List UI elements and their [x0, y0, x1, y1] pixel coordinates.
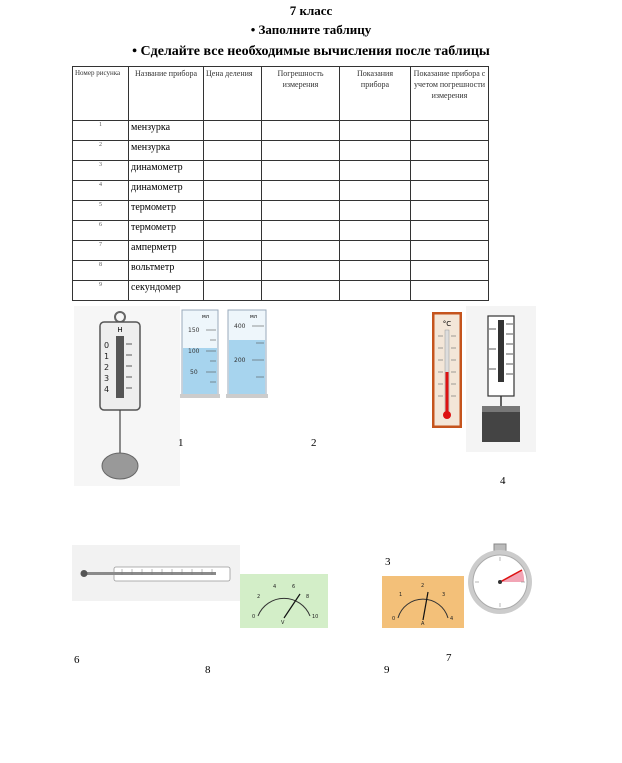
row-number: 8: [73, 261, 129, 281]
empty-cell[interactable]: [411, 221, 489, 241]
table-header-row: [73, 67, 489, 121]
figure-label: 1: [178, 437, 184, 449]
thermometer-vertical-illustration: [432, 312, 462, 428]
table-row: [73, 181, 489, 201]
instrument-name: динамометр: [129, 181, 204, 201]
dynamometer-unit-label: H: [117, 326, 123, 334]
voltmeter-tick-label: 6: [292, 584, 296, 590]
voltmeter-tick-label: 4: [273, 584, 277, 590]
table-row: [73, 121, 489, 141]
table-row: [73, 261, 489, 281]
table-row: [73, 141, 489, 161]
dynamometer-left-illustration: [74, 306, 180, 486]
ammeter-unit-label: A: [421, 621, 425, 627]
empty-cell[interactable]: [340, 221, 411, 241]
empty-cell[interactable]: [262, 121, 340, 141]
graduated-cylinders-illustration: [180, 306, 270, 406]
column-header: Цена деления: [204, 67, 262, 121]
row-number: 2: [73, 141, 129, 161]
instrument-name: вольтметр: [129, 261, 204, 281]
empty-cell[interactable]: [262, 241, 340, 261]
instrument-name: термометр: [129, 221, 204, 241]
table-row: [73, 161, 489, 181]
voltmeter-tick-label: 8: [306, 594, 310, 600]
table-row: [73, 241, 489, 261]
empty-cell[interactable]: [411, 201, 489, 221]
figure-label: 8: [205, 664, 211, 676]
empty-cell[interactable]: [411, 281, 489, 301]
empty-cell[interactable]: [411, 161, 489, 181]
ammeter-tick-label: 4: [450, 616, 454, 622]
empty-cell[interactable]: [411, 121, 489, 141]
dynamometer-tick-label: 1: [104, 352, 110, 361]
table-row: [73, 201, 489, 221]
dynamometer-tick-label: 0: [104, 341, 110, 350]
dynamometer-tick-label: 4: [104, 385, 110, 394]
cylinder-tick-label: 400: [234, 323, 246, 330]
empty-cell[interactable]: [204, 281, 262, 301]
dynamometer-right-illustration: [466, 306, 536, 452]
empty-cell[interactable]: [204, 141, 262, 161]
row-number: 4: [73, 181, 129, 201]
empty-cell[interactable]: [340, 161, 411, 181]
empty-cell[interactable]: [262, 201, 340, 221]
row-number: 1: [73, 121, 129, 141]
ammeter-illustration: [382, 576, 464, 628]
column-header: Название прибора: [129, 67, 204, 121]
empty-cell[interactable]: [340, 201, 411, 221]
task-fill-table: • Заполните таблицу: [250, 22, 372, 37]
empty-cell[interactable]: [262, 141, 340, 161]
empty-cell[interactable]: [204, 181, 262, 201]
empty-cell[interactable]: [204, 161, 262, 181]
table-row: [73, 221, 489, 241]
dynamometer-tick-label: 2: [104, 363, 110, 372]
voltmeter-tick-label: 10: [312, 614, 319, 620]
voltmeter-illustration: [240, 574, 328, 628]
column-header: Номер рисунка: [73, 67, 129, 121]
instrument-name: амперметр: [129, 241, 204, 261]
cylinder-unit-label: мл: [250, 314, 257, 320]
cylinder-unit-label: мл: [202, 314, 209, 320]
instrument-name: мензурка: [129, 141, 204, 161]
empty-cell[interactable]: [262, 261, 340, 281]
empty-cell[interactable]: [262, 221, 340, 241]
empty-cell[interactable]: [204, 221, 262, 241]
grade-title: 7 класс: [289, 3, 333, 18]
cylinder-tick-label: 200: [234, 357, 246, 364]
instrument-name: динамометр: [129, 161, 204, 181]
ammeter-tick-label: 2: [421, 583, 425, 589]
empty-cell[interactable]: [340, 141, 411, 161]
row-number: 6: [73, 221, 129, 241]
figure-label: 2: [311, 437, 317, 449]
empty-cell[interactable]: [411, 261, 489, 281]
row-number: 9: [73, 281, 129, 301]
voltmeter-tick-label: 0: [252, 614, 256, 620]
figure-label: 4: [500, 475, 506, 487]
empty-cell[interactable]: [262, 281, 340, 301]
empty-cell[interactable]: [340, 181, 411, 201]
figure-label: 3: [385, 556, 391, 568]
cylinder-tick-label: 100: [188, 348, 200, 355]
empty-cell[interactable]: [340, 241, 411, 261]
ammeter-tick-label: 0: [392, 616, 396, 622]
thermometer-unit-label: °C: [442, 320, 452, 328]
ammeter-tick-label: 3: [442, 592, 446, 598]
table-row: [73, 281, 489, 301]
empty-cell[interactable]: [262, 181, 340, 201]
empty-cell[interactable]: [340, 281, 411, 301]
column-header: Погрешность измерения: [262, 67, 340, 121]
instrument-name: секундомер: [129, 281, 204, 301]
empty-cell[interactable]: [204, 201, 262, 221]
figure-label: 6: [74, 654, 80, 666]
instrument-name: мензурка: [129, 121, 204, 141]
voltmeter-tick-label: 2: [257, 594, 261, 600]
cylinder-tick-label: 150: [188, 327, 200, 334]
empty-cell[interactable]: [204, 261, 262, 281]
empty-cell[interactable]: [340, 121, 411, 141]
dynamometer-tick-label: 3: [104, 374, 110, 383]
figure-label: 7: [446, 652, 452, 664]
ammeter-tick-label: 1: [399, 592, 403, 598]
empty-cell[interactable]: [204, 121, 262, 141]
instrument-name: термометр: [129, 201, 204, 221]
voltmeter-unit-label: V: [281, 620, 285, 626]
column-header: Показания прибора: [340, 67, 411, 121]
figure-label: 9: [384, 664, 390, 676]
column-header: Показание прибора с учетом погрешности измерения: [411, 67, 489, 121]
cylinder-tick-label: 50: [190, 369, 198, 376]
empty-cell[interactable]: [262, 161, 340, 181]
empty-cell[interactable]: [411, 181, 489, 201]
row-number: 7: [73, 241, 129, 261]
instrument-table: [72, 66, 489, 301]
row-number: 3: [73, 161, 129, 181]
empty-cell[interactable]: [411, 141, 489, 161]
stopwatch-illustration: [464, 542, 536, 616]
empty-cell[interactable]: [204, 241, 262, 261]
empty-cell[interactable]: [340, 261, 411, 281]
thermometer-horizontal-illustration: [72, 545, 240, 601]
task-calculations: • Сделайте все необходимые вычисления после таблицы: [132, 44, 490, 59]
row-number: 5: [73, 201, 129, 221]
empty-cell[interactable]: [411, 241, 489, 261]
